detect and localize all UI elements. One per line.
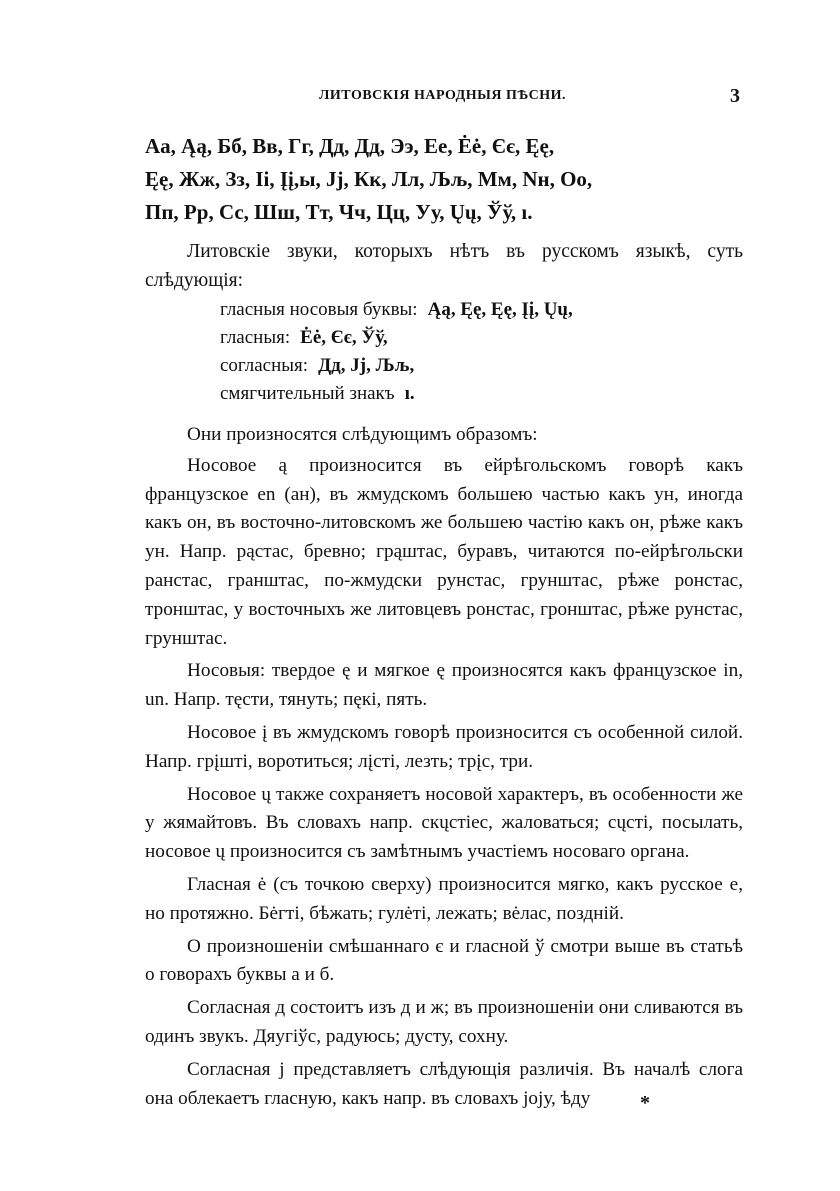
paragraph: Носовыя: твердое ę и мягкое ę произносятся какъ французское in, un. Напр. тęсти, тянуть; пęкі, пять. [145, 660, 743, 711]
sound-list [220, 296, 720, 408]
alphabet-line: Пп, Рр, Сс, Шш, Тт, Чч, Цц, Уу, Ųų, Ўў, ı. [145, 200, 533, 224]
sound-list-label: гласныя: [220, 327, 291, 348]
paragraph: Носовое ų также сохраняетъ носовой характеръ, въ особенности же у жямайтовъ. Въ словахъ напр. скųстieс, жаловаться; сųсті, посылать, носовое ų произносится съ замѣтнымъ участіемъ носоваго органа. [145, 783, 743, 863]
paragraph: Согласная j представляетъ слѣдующія различія. Въ началѣ слога она облекаетъ гласную, какъ напр. въ словахъ jojу, ѣду [145, 1058, 743, 1109]
body-text [145, 421, 743, 1117]
sound-list-label: гласныя носовыя буквы: [220, 299, 418, 320]
sound-list-item [220, 296, 720, 324]
sound-list-item [220, 380, 720, 408]
paragraph: Они произносятся слѣдующимъ образомъ: [187, 424, 538, 445]
alphabet-block [145, 130, 743, 229]
sound-list-label: смягчительный знакъ [220, 383, 395, 404]
paragraph: Согласная д состоитъ изъ д и ж; въ произношеніи они сливаются въ одинъ звукъ. Дяугіўс, радуюсь; дусту, сохну. [145, 997, 743, 1047]
sound-list-item [220, 324, 720, 352]
page-header [145, 85, 740, 112]
paragraph: Носовое ą произносится въ ейрѣгольскомъ говорѣ какъ французское en (ан), въ жмудскомъ большею частью какъ ун, иногда какъ он, въ восточно-литовскомъ же большею частію какъ он, рѣже какъ ун. Напр. рąстас, бревно; грąштас, буравъ, читаются по-ейрѣгольски ранстас, гранштас, по-жмудски рунстас, грунштас, рѣже ронстас, тронштас, у восточныхъ же литовцевъ ронстас, гронштас, рѣже рунстас, грунштас. [145, 454, 743, 649]
alphabet-line: Aa, Ąą, Бб, Вв, Гг, Дд, Дд, Ээ, Ее, Ėė, Єє, Ęę, [145, 134, 555, 158]
paragraph: О произношеніи смѣшаннаго є и гласной ў смотри выше въ статьѣ о говорахъ буквы а и б. [145, 935, 743, 986]
intro-text: Литовскіе звуки, которыхъ нѣтъ въ русскомъ языкѣ, суть слѣдующія: [145, 241, 743, 291]
alphabet-line: Ęę, Жж, Зз, Іі, Įį,ы, Jj, Кк, Лл, Љљ, Мм, Nн, Оо, [145, 167, 593, 191]
sound-list-label: согласныя: [220, 355, 309, 376]
running-title: ЛИТОВСКІЯ НАРОДНЫЯ ПѢСНИ. [318, 88, 567, 103]
page-number: 3 [730, 85, 740, 107]
sound-list-letters: Ėė, Єє, Ўў, [300, 327, 388, 348]
sound-list-letters: ı. [404, 383, 415, 404]
sound-list-item [220, 352, 720, 380]
footnote-mark: * [640, 1092, 650, 1114]
sound-list-letters: Дд, Jj, Љљ, [318, 355, 415, 376]
paragraph: Гласная ė (съ точкою сверху) произносится мягко, какъ русское е, но протяжно. Бėгті, бѣжать; гулėті, лежать; вėлас, поздній. [145, 873, 743, 924]
paragraph: Носовое į въ жмудскомъ говорѣ произносится съ особенной силой. Напр. грįшті, воротиться; лįсті, лезть; трįс, три. [145, 721, 743, 772]
intro-paragraph [145, 237, 743, 295]
sound-list-letters: Ąą, Ęę, Ęę, Įį, Ųų, [427, 299, 573, 320]
